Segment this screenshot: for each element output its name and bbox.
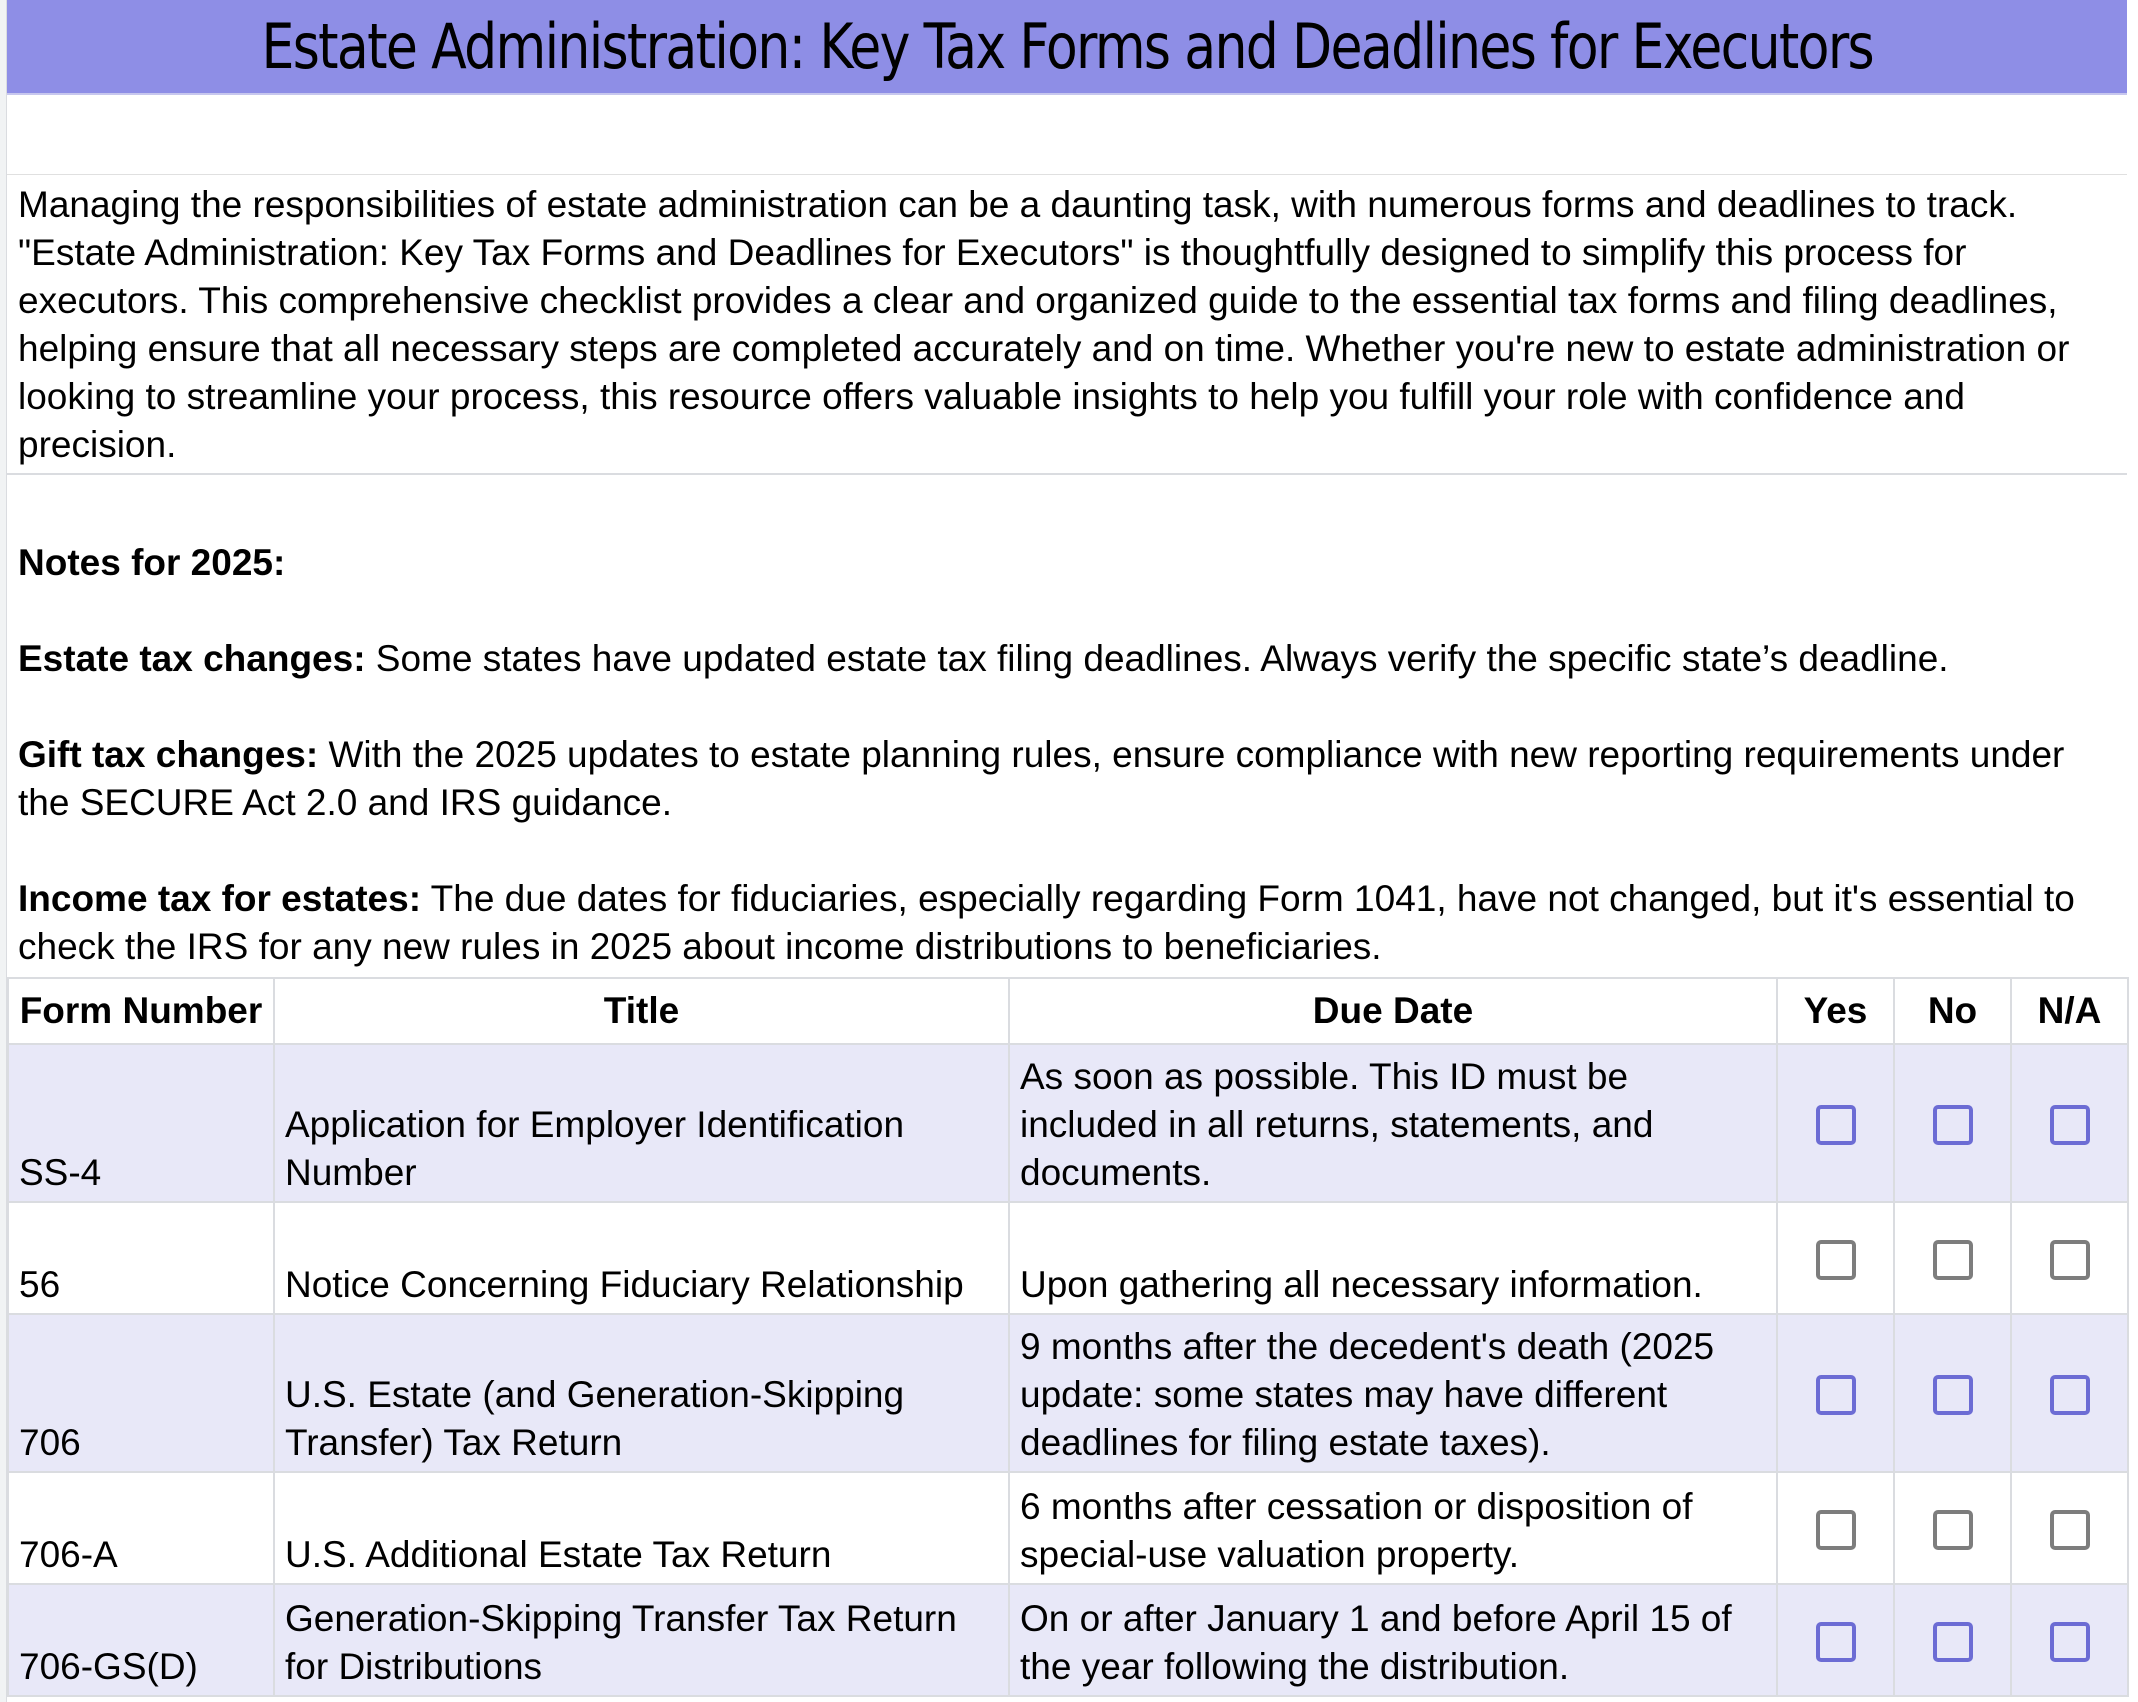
no-cell[interactable]: [1894, 1202, 2011, 1314]
na-cell[interactable]: [2011, 1202, 2128, 1314]
na-checkbox[interactable]: [2050, 1510, 2090, 1550]
na-checkbox[interactable]: [2050, 1240, 2090, 1280]
no-checkbox[interactable]: [1933, 1375, 1973, 1415]
note-label: Gift tax changes:: [18, 734, 319, 775]
yes-cell[interactable]: [1777, 1472, 1894, 1584]
na-cell[interactable]: [2011, 1584, 2128, 1696]
table-row: [8, 1584, 2128, 1696]
form-number-cell[interactable]: 706: [8, 1314, 274, 1472]
table-row: [8, 1044, 2128, 1202]
note-text: With the 2025 updates to estate planning rules, ensure compliance with new reporting requirements under the SECURE Act 2.0 and IRS guidance.: [18, 734, 2065, 823]
yes-cell[interactable]: [1777, 1202, 1894, 1314]
yes-checkbox[interactable]: [1816, 1105, 1856, 1145]
na-cell[interactable]: [2011, 1472, 2128, 1584]
header-title[interactable]: Title: [274, 978, 1009, 1044]
form-title-cell[interactable]: Notice Concerning Fiduciary Relationship: [274, 1202, 1009, 1314]
form-number-cell[interactable]: 56: [8, 1202, 274, 1314]
no-checkbox[interactable]: [1933, 1105, 1973, 1145]
blank-row[interactable]: [7, 95, 2127, 175]
yes-cell[interactable]: [1777, 1314, 1894, 1472]
header-na[interactable]: N/A: [2011, 978, 2128, 1044]
yes-cell[interactable]: [1777, 1584, 1894, 1696]
note-gift-tax: [18, 731, 2115, 827]
header-no[interactable]: No: [1894, 978, 2011, 1044]
na-cell[interactable]: [2011, 1314, 2128, 1472]
form-title-cell[interactable]: Application for Employer Identification Number: [274, 1044, 1009, 1202]
form-number-cell[interactable]: 706-A: [8, 1472, 274, 1584]
no-cell[interactable]: [1894, 1584, 2011, 1696]
intro-text: Managing the responsibilities of estate administration can be a daunting task, with numerous forms and deadlines to track. "Estate Administration: Key Tax Forms and Deadlines for Executors" is thoughtfully designed to simplify this process for executors. This comprehensive checklist provides a clear and organized guide to the essential tax forms and filing deadlines, helping ensure that all necessary steps are completed accurately and on time. Whether you're new to estate administration or looking to streamline your process, this resource offers valuable insights to help you fulfill your role with confidence and precision.: [18, 184, 2070, 465]
notes-heading: Notes for 2025:: [18, 542, 286, 583]
no-cell[interactable]: [1894, 1044, 2011, 1202]
due-date-cell[interactable]: On or after January 1 and before April 15 of the year following the distribution.: [1009, 1584, 1777, 1696]
yes-checkbox[interactable]: [1816, 1510, 1856, 1550]
na-checkbox[interactable]: [2050, 1375, 2090, 1415]
form-number-cell[interactable]: SS-4: [8, 1044, 274, 1202]
header-yes[interactable]: Yes: [1777, 978, 1894, 1044]
intro-cell[interactable]: [7, 175, 2127, 475]
title-cell[interactable]: [7, 0, 2127, 95]
form-number-cell[interactable]: 706-GS(D): [8, 1584, 274, 1696]
form-title-cell[interactable]: Generation-Skipping Transfer Tax Return for Distributions: [274, 1584, 1009, 1696]
yes-checkbox[interactable]: [1816, 1240, 1856, 1280]
note-label: Estate tax changes:: [18, 638, 366, 679]
na-checkbox[interactable]: [2050, 1622, 2090, 1662]
yes-checkbox[interactable]: [1816, 1622, 1856, 1662]
due-date-cell[interactable]: 9 months after the decedent's death (2025 update: some states may have different deadlines for filing estate taxes).: [1009, 1314, 1777, 1472]
forms-table: [7, 977, 2129, 1697]
table-row: [8, 1314, 2128, 1472]
row-header-strip: [0, 0, 7, 1702]
yes-checkbox[interactable]: [1816, 1375, 1856, 1415]
na-cell[interactable]: [2011, 1044, 2128, 1202]
no-cell[interactable]: [1894, 1314, 2011, 1472]
yes-cell[interactable]: [1777, 1044, 1894, 1202]
note-income-tax: [18, 875, 2115, 971]
form-title-cell[interactable]: U.S. Estate (and Generation-Skipping Transfer) Tax Return: [274, 1314, 1009, 1472]
no-checkbox[interactable]: [1933, 1240, 1973, 1280]
table-row: [8, 1202, 2128, 1314]
header-row: [8, 978, 2128, 1044]
header-form-number[interactable]: Form Number: [8, 978, 274, 1044]
note-label: Income tax for estates:: [18, 878, 422, 919]
form-title-cell[interactable]: U.S. Additional Estate Tax Return: [274, 1472, 1009, 1584]
due-date-cell[interactable]: As soon as possible. This ID must be included in all returns, statements, and documents.: [1009, 1044, 1777, 1202]
note-text: The due dates for fiduciaries, especially regarding Form 1041, have not changed, but it's essential to check the IRS for any new rules in 2025 about income distributions to beneficiaries.: [18, 878, 2075, 967]
due-date-cell[interactable]: 6 months after cessation or disposition of special-use valuation property.: [1009, 1472, 1777, 1584]
notes-cell[interactable]: [7, 477, 2127, 977]
note-estate-tax: [18, 635, 2115, 683]
no-checkbox[interactable]: [1933, 1510, 1973, 1550]
no-checkbox[interactable]: [1933, 1622, 1973, 1662]
no-cell[interactable]: [1894, 1472, 2011, 1584]
note-text: Some states have updated estate tax filing deadlines. Always verify the specific state’s deadline.: [365, 638, 1949, 679]
due-date-cell[interactable]: Upon gathering all necessary information.: [1009, 1202, 1777, 1314]
page-title: Estate Administration: Key Tax Forms and Deadlines for Executors: [261, 10, 1873, 83]
table-row: [8, 1472, 2128, 1584]
header-due-date[interactable]: Due Date: [1009, 978, 1777, 1044]
na-checkbox[interactable]: [2050, 1105, 2090, 1145]
